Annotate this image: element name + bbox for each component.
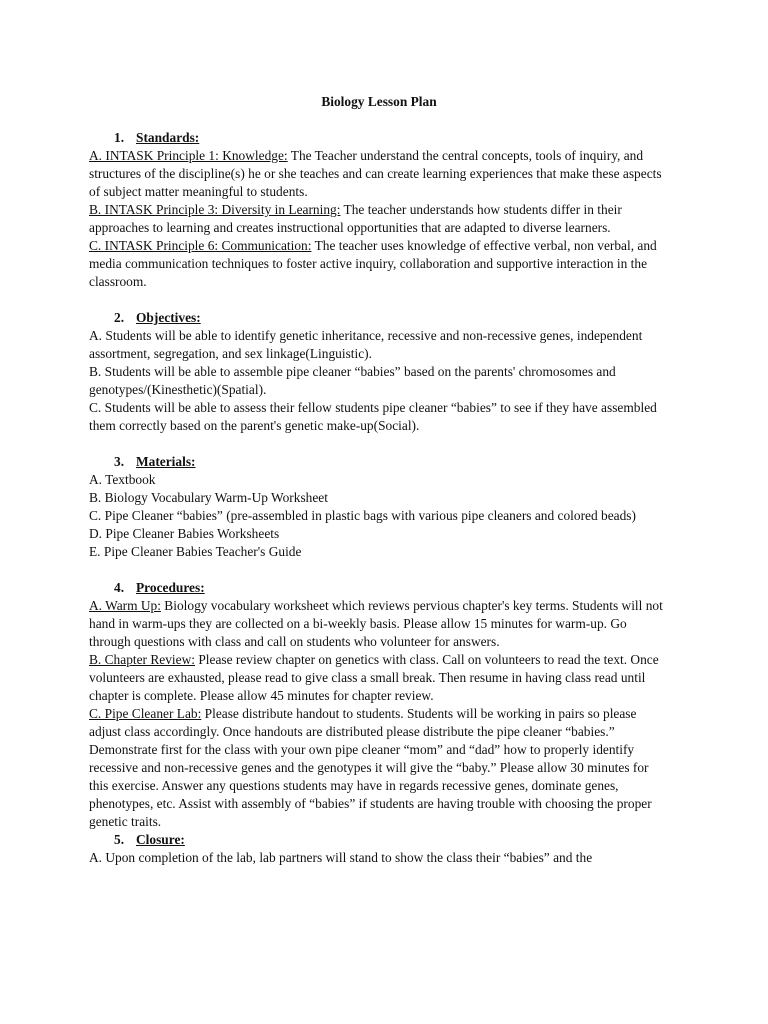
item-text: Please distribute handout to students. Students will be working in pairs so please adjust class accordingly. Once handouts are distributed please distribute the pipe cleaner “babies.” Demonstrate first for the class with your own pipe cleaner “mom” and “dad” how to properly identify recessive and non-recessive genes and the genotypes it will give the “baby.” Please allow 30 minutes for this exercise. Answer any questions students may have in regards recessive genes, dominate genes, phenotypes, etc. Assist with assembly of “babies” if students are having trouble with choosing the proper genetic traits. (89, 706, 652, 829)
procedure-item (89, 597, 669, 651)
material-item: A. Textbook (89, 472, 156, 487)
section-number: 5. (114, 832, 125, 847)
section-heading (89, 129, 669, 147)
section-number: 4. (114, 580, 125, 595)
section-number: 2. (114, 310, 125, 325)
section-heading (89, 453, 669, 471)
item-text: Please review chapter on genetics with class. Call on volunteers to read the text. Once volunteers are exhausted, please read to give class a small break. Then resume in having class read until chapter is complete. Please allow 45 minutes for chapter review. (89, 652, 659, 703)
section-title: Closure: (136, 832, 185, 847)
section-heading (89, 831, 669, 849)
page-title: Biology Lesson Plan (321, 94, 437, 109)
section-heading (89, 309, 669, 327)
item-label: B. INTASK Principle 3: Diversity in Learning: (89, 202, 341, 217)
material-item: E. Pipe Cleaner Babies Teacher's Guide (89, 544, 302, 559)
procedure-item (89, 651, 669, 705)
objective-item: A. Students will be able to identify genetic inheritance, recessive and non-recessive genes, independent assortment, segregation, and sex linkage(Linguistic). (89, 328, 643, 361)
objective-item: C. Students will be able to assess their fellow students pipe cleaner “babies” to see if they have assembled them correctly based on the parent's genetic make-up(Social). (89, 400, 657, 433)
section-title: Standards: (136, 130, 200, 145)
item-text: The Teacher understand the central concepts, tools of inquiry, and structures of the discipline(s) he or she teaches and can create learning experiences that make these aspects of subject matter meaningful to students. (89, 148, 662, 199)
section-heading (89, 579, 669, 597)
section-standards (89, 129, 669, 291)
section-objectives (89, 309, 669, 435)
item-label: C. Pipe Cleaner Lab: (89, 706, 202, 721)
section-title: Procedures: (136, 580, 205, 595)
section-closure (89, 831, 669, 867)
closure-item: A. Upon completion of the lab, lab partners will stand to show the class their “babies” and the (89, 850, 593, 865)
item-text: The teacher uses knowledge of effective verbal, non verbal, and media communication techniques to foster active inquiry, collaboration and supportive interaction in the classroom. (89, 238, 657, 289)
standard-item (89, 201, 669, 237)
objective-item: B. Students will be able to assemble pipe cleaner “babies” based on the parents' chromosomes and genotypes/(Kinesthetic)(Spatial). (89, 364, 616, 397)
material-item: B. Biology Vocabulary Warm-Up Worksheet (89, 490, 328, 505)
item-label: A. INTASK Principle 1: Knowledge: (89, 148, 288, 163)
material-item: D. Pipe Cleaner Babies Worksheets (89, 526, 280, 541)
section-number: 3. (114, 454, 125, 469)
section-materials (89, 453, 669, 561)
item-text: The teacher understands how students differ in their approaches to learning and creates instructional opportunities that are adapted to diverse learners. (89, 202, 622, 235)
item-label: A. Warm Up: (89, 598, 161, 613)
item-text: Biology vocabulary worksheet which reviews pervious chapter's key terms. Students will not hand in warm-ups they are collected on a bi-weekly basis. Please allow 15 minutes for warm-up. Go through questions with class and call on students who volunteer for answers. (89, 598, 663, 649)
standard-item (89, 147, 669, 201)
document-page (89, 93, 669, 867)
section-procedures (89, 579, 669, 831)
section-number: 1. (114, 130, 125, 145)
procedure-item (89, 705, 669, 831)
section-title: Materials: (136, 454, 196, 469)
section-title: Objectives: (136, 310, 201, 325)
material-item: C. Pipe Cleaner “babies” (pre-assembled in plastic bags with various pipe cleaners and colored beads) (89, 508, 636, 523)
item-label: B. Chapter Review: (89, 652, 195, 667)
standard-item (89, 237, 669, 291)
item-label: C. INTASK Principle 6: Communication: (89, 238, 312, 253)
